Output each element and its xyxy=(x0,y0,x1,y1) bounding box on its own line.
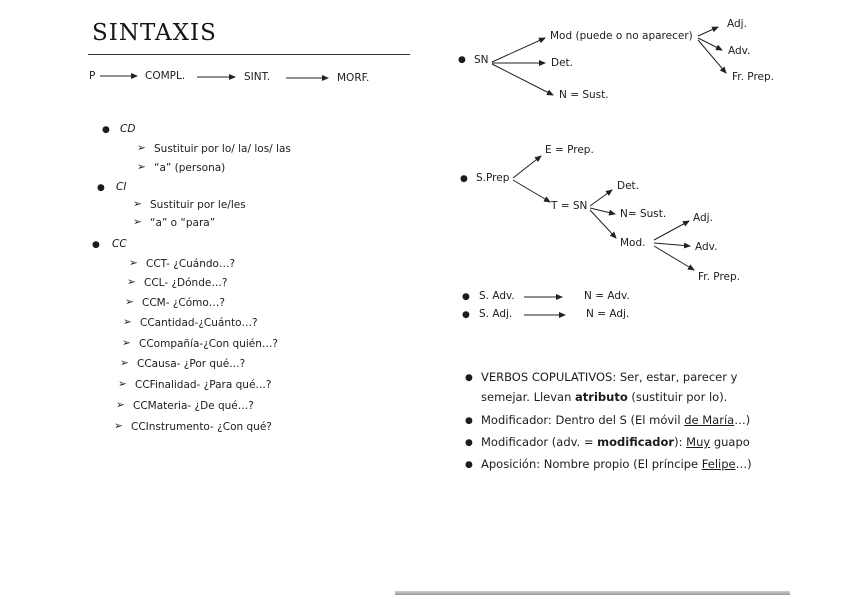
cd-label: CD xyxy=(120,123,136,135)
cc-item: CCMateria- ¿De qué…? xyxy=(133,400,254,412)
page-title: SINTAXIS xyxy=(92,20,217,46)
arrow-bullet-icon: ➢ xyxy=(114,420,123,432)
cc-item: CCInstrumento- ¿Con qué? xyxy=(131,421,272,433)
sprep-mod-adj: Adj. xyxy=(693,212,713,224)
sn-det: Det. xyxy=(551,57,573,69)
arrow-bullet-icon: ➢ xyxy=(118,378,127,390)
copulativos-line2: semejar. Llevan atributo (sustituir por lo). xyxy=(481,390,728,404)
sadv-result: N = Adv. xyxy=(584,290,630,302)
sadj-result: N = Adj. xyxy=(586,308,630,320)
arrow-bullet-icon: ➢ xyxy=(116,399,125,411)
modificador-2: Modificador (adv. = modificador): Muy guapo xyxy=(481,435,750,449)
sadv-label: S. Adv. xyxy=(479,290,515,302)
cc-item: CCantidad-¿Cuánto…? xyxy=(140,317,258,329)
ci-item: “a” o “para” xyxy=(150,217,216,229)
cc-label: CC xyxy=(112,238,127,250)
sn-nucleus: N = Sust. xyxy=(559,89,609,101)
cc-item: CCL- ¿Dónde…? xyxy=(144,277,228,289)
scan-edge xyxy=(395,591,790,595)
bullet-icon: ● xyxy=(465,460,473,470)
sprep-det: Det. xyxy=(617,180,639,192)
level-compl: COMPL. xyxy=(145,70,186,82)
bullet-icon: ● xyxy=(102,125,110,135)
bullet-icon: ● xyxy=(465,438,473,448)
cc-item: CCausa- ¿Por qué…? xyxy=(137,358,246,370)
sprep-t: T = SN xyxy=(551,200,588,212)
cd-item: Sustituir por lo/ la/ los/ las xyxy=(154,143,291,155)
cc-item: CCT- ¿Cuándo…? xyxy=(146,258,236,270)
arrow-bullet-icon: ➢ xyxy=(122,337,131,349)
sn-mod-frprep: Fr. Prep. xyxy=(732,71,774,83)
sn-mod-adv: Adv. xyxy=(728,45,751,57)
arrow-bullet-icon: ➢ xyxy=(133,198,142,210)
arrow-bullet-icon: ➢ xyxy=(123,316,132,328)
sprep-n: N= Sust. xyxy=(620,208,667,220)
ci-item: Sustituir por le/les xyxy=(150,199,246,211)
level-sint: SINT. xyxy=(244,71,271,83)
bullet-icon: ● xyxy=(460,174,468,184)
bullet-icon: ● xyxy=(465,373,473,383)
cc-item: CCompañía-¿Con quién…? xyxy=(139,338,278,350)
arrow-bullet-icon: ➢ xyxy=(127,276,136,288)
modificador-1: Modificador: Dentro del S (El móvil de María…) xyxy=(481,413,751,427)
arrow-bullet-icon: ➢ xyxy=(137,161,146,173)
sprep-mod-frprep: Fr. Prep. xyxy=(698,271,740,283)
level-morf: MORF. xyxy=(337,72,370,84)
sadj-label: S. Adj. xyxy=(479,308,513,320)
bullet-icon: ● xyxy=(458,55,466,65)
arrow-bullet-icon: ➢ xyxy=(120,357,129,369)
arrow-bullet-icon: ➢ xyxy=(133,216,142,228)
bullet-icon: ● xyxy=(462,292,470,302)
aposicion: Aposición: Nombre propio (El príncipe Felipe…) xyxy=(481,457,752,471)
bullet-icon: ● xyxy=(97,183,105,193)
arrow-bullet-icon: ➢ xyxy=(137,142,146,154)
cc-item: CCM- ¿Cómo…? xyxy=(142,297,225,309)
sprep-label: S.Prep xyxy=(476,172,510,184)
arrow-bullet-icon: ➢ xyxy=(129,257,138,269)
sprep-mod: Mod. xyxy=(620,237,646,249)
bullet-icon: ● xyxy=(465,416,473,426)
bullet-icon: ● xyxy=(92,240,100,250)
sn-label: SN xyxy=(474,54,489,66)
sn-mod: Mod (puede o no aparecer) xyxy=(550,30,693,42)
cd-item: “a” (persona) xyxy=(154,162,226,174)
copulativos-line1: VERBOS COPULATIVOS: Ser, estar, parecer y xyxy=(481,370,738,384)
arrow-bullet-icon: ➢ xyxy=(125,296,134,308)
sprep-e: E = Prep. xyxy=(545,144,594,156)
ci-label: CI xyxy=(116,181,127,193)
level-p: P xyxy=(89,70,96,82)
sprep-mod-adv: Adv. xyxy=(695,241,718,253)
sn-mod-adj: Adj. xyxy=(727,18,747,30)
cc-item: CCFinalidad- ¿Para qué…? xyxy=(135,379,272,391)
bullet-icon: ● xyxy=(462,310,470,320)
